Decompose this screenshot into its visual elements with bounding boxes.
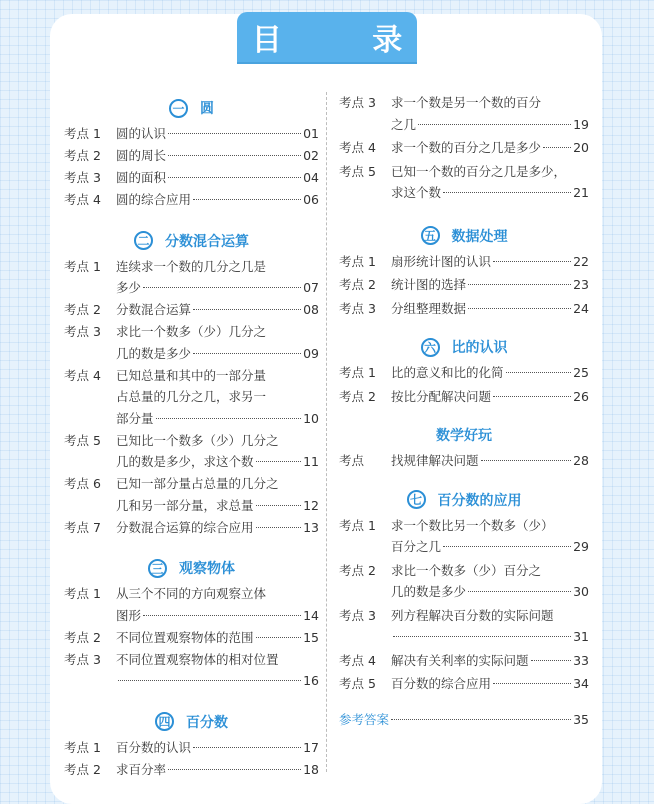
entry-label: 考点 4: [64, 367, 101, 383]
dot-leader: [256, 505, 302, 506]
entry-line: [116, 189, 319, 211]
toc-entry[interactable]: [339, 92, 589, 135]
entry-text: [116, 583, 319, 626]
page-number: 30: [573, 584, 589, 599]
toc-entry[interactable]: [64, 299, 319, 321]
toc-entry[interactable]: [64, 321, 319, 364]
unit-header: [339, 335, 589, 359]
dot-leader: [468, 284, 571, 285]
entry-line: [116, 473, 319, 495]
entry-text: [391, 161, 589, 204]
entry-line: [391, 581, 589, 603]
entry-text: [391, 274, 589, 296]
entry-text: [391, 560, 589, 603]
dot-leader: [143, 615, 301, 616]
page-number: 31: [573, 629, 589, 644]
entry-title-text: 扇形统计图的认识: [391, 253, 492, 269]
entry-text: [116, 123, 319, 145]
entry-title-text: 按比分配解决问题: [391, 388, 492, 404]
page-number: 21: [573, 185, 589, 200]
entry-title-text: 百分数的认识: [116, 739, 192, 755]
entry-text: [391, 515, 589, 558]
entry-label: 考点 2: [64, 629, 101, 645]
entry-title-text: 求比一个数多（少）百分之: [391, 562, 542, 578]
page-number: 18: [303, 761, 319, 777]
entry-title-text: 统计图的选择: [391, 277, 467, 292]
entry-label: 考点 3: [64, 170, 101, 185]
page-number: 34: [573, 676, 589, 691]
dot-leader: [468, 308, 571, 309]
answers-label: 参考答案: [339, 711, 390, 727]
dot-leader: [256, 461, 302, 462]
entry-title-text: 求比一个数多（少）几分之: [116, 324, 267, 339]
entry-text: [116, 189, 319, 211]
entry-text: [391, 386, 589, 408]
entry-text: [391, 362, 589, 384]
page-number: 26: [573, 388, 589, 404]
page-number: 33: [573, 652, 589, 668]
page-number: 07: [303, 280, 319, 295]
dot-leader: [393, 636, 571, 637]
entry-title-text: 从三个不同的方向观察立体: [116, 586, 267, 601]
toc-entry[interactable]: [64, 737, 319, 759]
toc-entry[interactable]: [64, 189, 319, 211]
toc-entry[interactable]: [64, 627, 319, 649]
unit-section: [64, 96, 319, 211]
unit-section: [339, 224, 589, 320]
unit-number-badge: 四: [155, 712, 174, 731]
entry-label: 考点 4: [339, 140, 376, 155]
unit-header: [339, 488, 589, 512]
entry-text: [116, 430, 319, 473]
entry-text: [391, 251, 589, 273]
unit-header: [339, 423, 589, 447]
dot-leader: [493, 683, 571, 684]
unit-number-badge: 五: [421, 226, 440, 245]
entry-line: [391, 114, 589, 136]
entry-title-text: 已知比一个数多（少）几分之: [116, 432, 279, 448]
toc-entry[interactable]: [64, 517, 319, 539]
entry-title-text: 分组整理数据: [391, 300, 467, 316]
unit-header: [64, 710, 319, 734]
unit-header: [64, 556, 319, 580]
toc-entry[interactable]: [339, 251, 589, 273]
entry-text: [116, 473, 319, 516]
toc-entry[interactable]: [64, 759, 319, 781]
entry-line: [116, 649, 319, 671]
entry-title-text: 找规律解决问题: [391, 453, 479, 468]
page-number: 23: [573, 277, 589, 292]
entry-line: [391, 137, 589, 159]
unit-number-badge: 六: [421, 338, 440, 357]
entry-text: [391, 450, 589, 472]
dot-leader: [531, 660, 572, 661]
entry-label: 考点 2: [339, 388, 376, 404]
entry-line: [116, 123, 319, 145]
page-number: 08: [303, 302, 319, 317]
entry-title-text: 占总量的几分之几，求另一: [116, 389, 267, 404]
entry-text: [116, 299, 319, 321]
dot-leader: [256, 637, 302, 638]
dot-leader: [468, 591, 571, 592]
entry-text: [391, 673, 589, 695]
unit-title: 圆: [200, 101, 214, 117]
toc-entry[interactable]: [64, 145, 319, 167]
entry-title-text: 图形: [116, 607, 142, 623]
entry-line: [391, 650, 589, 672]
page-number: 02: [303, 148, 319, 163]
answers-entry[interactable]: [339, 709, 589, 731]
entry-line: [391, 92, 589, 114]
entry-label: 考点 1: [64, 586, 101, 601]
entry-title-text: 百分之几: [391, 539, 442, 554]
entry-title-text: 列方程解决百分数的实际问题: [391, 607, 554, 623]
unit-section: [64, 229, 319, 539]
unit-number-badge: 七: [407, 490, 426, 509]
entry-title-text: 已知一部分量占总量的几分之: [116, 476, 279, 491]
entry-line: [391, 362, 589, 384]
dot-leader: [143, 287, 301, 288]
entry-line: [116, 386, 319, 408]
entry-text: [391, 92, 589, 135]
entry-title-text: 解决有关利率的实际问题: [391, 652, 529, 668]
entry-title-text: 连续求一个数的几分之几是: [116, 258, 267, 274]
entry-line: [116, 759, 319, 781]
entry-text: [116, 517, 319, 539]
entry-line: [391, 298, 589, 320]
entry-text: [116, 321, 319, 364]
entry-line: [391, 161, 589, 183]
unit-section: [339, 488, 589, 695]
dot-leader: [193, 199, 301, 200]
entry-line: [391, 515, 589, 537]
dot-leader: [418, 124, 571, 125]
unit-number-badge: 一: [169, 99, 188, 118]
entry-label: 考点 2: [64, 761, 101, 777]
entry-title-text: 分数混合运算的综合应用: [116, 519, 254, 535]
toc-entry[interactable]: [339, 137, 589, 159]
right-column: [339, 92, 589, 730]
page-number: 06: [303, 192, 319, 207]
dot-leader: [256, 527, 302, 528]
entry-title-text: 求百分率: [116, 761, 167, 777]
entry-label: 考点 3: [64, 651, 101, 667]
entry-title-text: 求这个数: [391, 185, 442, 200]
entry-label: 考点 1: [64, 258, 101, 274]
entry-text: [391, 137, 589, 159]
entry-line: [116, 299, 319, 321]
entry-text: [391, 298, 589, 320]
entry-title-text: 比的意义和比的化简: [391, 365, 504, 380]
left-column: [64, 96, 319, 780]
page-number: 04: [303, 170, 319, 185]
dot-leader: [193, 309, 301, 310]
unit-section: [339, 335, 589, 407]
page-number: 35: [573, 711, 589, 727]
entry-line: [116, 670, 319, 692]
entry-label: 考点 2: [339, 277, 376, 292]
unit-number-badge: 二: [134, 231, 153, 250]
dot-leader: [168, 155, 301, 156]
page-number: 15: [303, 629, 319, 645]
unit-section: [64, 556, 319, 692]
entry-title-text: 几的数是多少，求这个数: [116, 454, 254, 469]
toc-title-tab: [237, 12, 443, 62]
entry-title-text: 已知一个数的百分之几是多少，: [391, 163, 567, 179]
toc-entry[interactable]: [64, 649, 319, 692]
entry-label: 考点 1: [64, 739, 101, 755]
entry-text: [391, 605, 589, 648]
entry-line: [116, 256, 319, 278]
entry-label: 考点 3: [339, 95, 376, 110]
entry-title-text: 几和另一部分量，求总量: [116, 497, 254, 513]
dot-leader: [391, 719, 571, 720]
entry-title-text: 百分数的综合应用: [391, 676, 492, 691]
page-number: 24: [573, 300, 589, 316]
entry-label: 考点 3: [339, 607, 376, 623]
toc-entry[interactable]: [339, 605, 589, 648]
toc-entry[interactable]: [339, 560, 589, 603]
page-number: 11: [303, 454, 319, 469]
entry-label: 考点 4: [339, 652, 376, 668]
page-number: 14: [303, 607, 319, 623]
toc-title: 目 录: [251, 23, 443, 58]
page-number: 20: [573, 140, 589, 155]
unit-number-badge: 三: [148, 559, 167, 578]
dot-leader: [168, 177, 301, 178]
toc-entry[interactable]: [339, 298, 589, 320]
entry-title-text: 圆的认识: [116, 126, 167, 141]
toc-entry[interactable]: [339, 274, 589, 296]
entry-line: [116, 451, 319, 473]
entry-label: 考点 7: [64, 519, 101, 535]
page-number: 29: [573, 539, 589, 554]
entry-line: [116, 430, 319, 452]
toc-entry[interactable]: [339, 650, 589, 672]
entry-line: [116, 145, 319, 167]
page-number: 17: [303, 739, 319, 755]
entry-line: [391, 673, 589, 695]
entry-label: 考点 1: [64, 126, 101, 141]
entry-text: [391, 650, 589, 672]
entry-line: [116, 167, 319, 189]
entry-title-text: 圆的综合应用: [116, 192, 192, 207]
entry-line: [116, 343, 319, 365]
dot-leader: [168, 769, 301, 770]
entry-title-text: 部分量: [116, 410, 154, 426]
dot-leader: [168, 133, 301, 134]
entry-title-text: 求一个数比另一个数多（少）: [391, 517, 554, 533]
dot-leader: [443, 546, 571, 547]
toc-entry[interactable]: [339, 673, 589, 695]
dot-leader: [118, 680, 301, 681]
entry-line: [116, 737, 319, 759]
toc-entry[interactable]: [64, 123, 319, 145]
page-number: 19: [573, 116, 589, 132]
entry-line: [391, 626, 589, 648]
entry-label: 考点: [339, 453, 365, 468]
page-number: 10: [303, 410, 319, 426]
entry-label: 考点 1: [339, 517, 376, 533]
unit-title: 百分数: [186, 714, 228, 731]
entry-text: [116, 167, 319, 189]
entry-line: [116, 605, 319, 627]
unit-title: 百分数的应用: [437, 492, 522, 509]
toc-entry[interactable]: [64, 430, 319, 473]
entry-line: [391, 536, 589, 558]
entry-label: 考点 5: [64, 432, 101, 448]
entry-text: [116, 365, 319, 430]
entry-text: [116, 737, 319, 759]
page-number: 22: [573, 253, 589, 269]
dot-leader: [506, 372, 572, 373]
entry-title-text: 求一个数的百分之几是多少: [391, 140, 542, 155]
toc-entry[interactable]: [64, 365, 319, 430]
entry-title-text: 求一个数是另一个数的百分: [391, 95, 542, 110]
dot-leader: [543, 147, 571, 148]
dot-leader: [443, 192, 571, 193]
toc-entry[interactable]: [339, 161, 589, 204]
toc-entry[interactable]: [339, 450, 589, 472]
dot-leader: [193, 353, 301, 354]
entry-label: 考点 5: [339, 163, 376, 179]
page-number: 28: [573, 453, 589, 468]
entry-title-text: 几的数是多少: [391, 584, 467, 599]
page-number: 13: [303, 519, 319, 535]
toc-entry[interactable]: [64, 473, 319, 516]
entry-label: 考点 3: [64, 324, 101, 339]
entry-line: [116, 277, 319, 299]
entry-line: [116, 365, 319, 387]
unit-header: [339, 224, 589, 248]
entry-text: [116, 627, 319, 649]
dot-leader: [493, 261, 571, 262]
entry-title-text: 几的数是多少: [116, 345, 192, 361]
entry-title-text: 已知总量和其中的一部分量: [116, 367, 267, 383]
unit-title: 比的认识: [451, 340, 508, 356]
unit-header: [64, 96, 319, 120]
entry-label: 考点 3: [339, 300, 376, 316]
entry-line: [391, 182, 589, 204]
entry-label: 考点 6: [64, 476, 101, 491]
entry-line: [116, 517, 319, 539]
entry-text: [116, 649, 319, 692]
entry-line: [391, 605, 589, 627]
entry-text: [116, 145, 319, 167]
entry-title-text: 多少: [116, 280, 142, 295]
page-number: 09: [303, 345, 319, 361]
toc-entry[interactable]: [339, 515, 589, 558]
entry-label: 考点 1: [339, 365, 376, 380]
toc-entry[interactable]: [64, 167, 319, 189]
entry-line: [391, 251, 589, 273]
entry-title-text: 不同位置观察物体的相对位置: [116, 651, 279, 667]
page-number: 01: [303, 126, 319, 141]
entry-label: 考点 1: [339, 253, 376, 269]
dot-leader: [193, 747, 301, 748]
entry-line: [116, 583, 319, 605]
entry-text: [116, 759, 319, 781]
entry-title-text: 圆的周长: [116, 148, 167, 163]
entry-title-text: 圆的面积: [116, 170, 167, 185]
toc-entry[interactable]: [339, 362, 589, 384]
unit-section: [64, 710, 319, 781]
page-number: 16: [303, 673, 319, 688]
dot-leader: [481, 460, 572, 461]
unit-title: 分数混合运算: [165, 233, 249, 250]
page-number: 12: [303, 497, 319, 513]
entry-line: [116, 408, 319, 430]
entry-line: [391, 560, 589, 582]
entry-line: [116, 495, 319, 517]
entry-label: 考点 2: [339, 562, 376, 578]
entry-title-text: 之几: [391, 116, 417, 132]
unit-header: [64, 229, 319, 253]
entry-line: [391, 274, 589, 296]
entry-label: 考点 2: [64, 148, 101, 163]
entry-label: 考点 5: [339, 676, 376, 691]
dot-leader: [156, 418, 302, 419]
entry-line: [391, 450, 589, 472]
page-number: 25: [573, 365, 589, 380]
entry-line: [391, 386, 589, 408]
entry-line: [116, 627, 319, 649]
unit-title: 数学好玩: [436, 428, 492, 444]
entry-label: 考点 4: [64, 192, 101, 207]
dot-leader: [493, 396, 571, 397]
entry-label: 考点 2: [64, 302, 101, 317]
column-divider: [326, 92, 327, 772]
unit-title: 数据处理: [451, 228, 508, 245]
entry-line: [116, 321, 319, 343]
toc-entry[interactable]: [339, 386, 589, 408]
unit-title: 观察物体: [179, 561, 235, 577]
entry-title-text: 分数混合运算: [116, 302, 192, 317]
unit-section: [339, 423, 589, 472]
entry-text: [116, 256, 319, 299]
toc-entry[interactable]: [64, 256, 319, 299]
toc-entry[interactable]: [64, 583, 319, 626]
entry-title-text: 不同位置观察物体的范围: [116, 629, 254, 645]
